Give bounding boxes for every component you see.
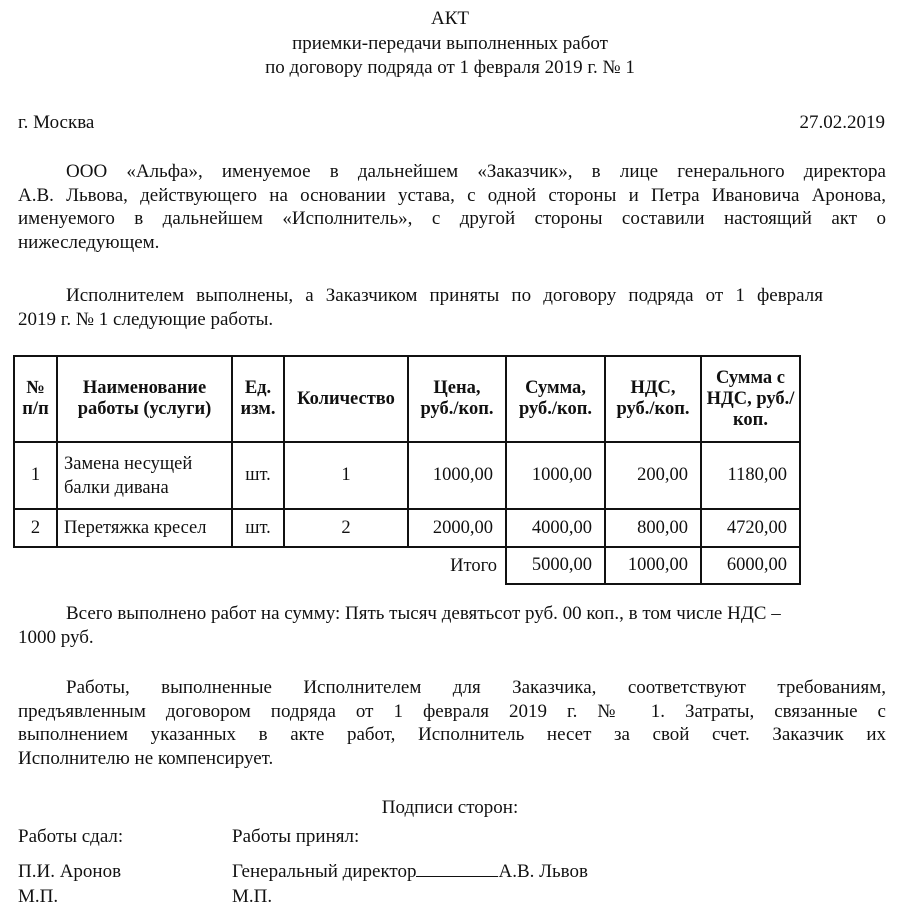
cell-total: 4720,00 (701, 509, 800, 547)
conditions-line: Работы, выполненные Исполнителем для Заказчика, соответствуют требованиям, (66, 677, 886, 698)
works-line: Исполнителем выполнены, а Заказчиком приняты по договору подряда от 1 февраля (66, 285, 823, 306)
header-unit: Ед. изм. (232, 356, 284, 442)
signatures-title: Подписи сторон: (381, 797, 519, 818)
intro-line: именуемого в дальнейшем «Исполнитель», с другой стороны составили настоящий акт о (18, 208, 886, 229)
cell-unit: шт. (232, 442, 284, 509)
cell-vat: 800,00 (605, 509, 701, 547)
cell-qty: 1 (284, 442, 408, 509)
cell-qty: 2 (284, 509, 408, 547)
signature-line (416, 862, 498, 877)
cell-vat: 200,00 (605, 442, 701, 509)
cell-sum: 1000,00 (506, 442, 605, 509)
cell-unit: шт. (232, 509, 284, 547)
intro-line: нижеследующем. (18, 231, 160, 253)
document-title: АКТ (431, 8, 469, 29)
header-sum: Сумма, руб./коп. (506, 356, 605, 442)
summary-line: Всего выполнено работ на сумму: Пять тысяч девятьсот руб. 00 коп., в том числе НДС – (66, 603, 781, 624)
works-line: 2019 г. № 1 следующие работы. (18, 308, 274, 330)
accepted-label: Работы принял: (232, 826, 360, 847)
header-num: № п/п (14, 356, 57, 442)
customer-seal: М.П. (232, 886, 273, 907)
contractor-name: П.И. Аронов (18, 861, 122, 882)
cell-price: 2000,00 (408, 509, 506, 547)
contractor-seal: М.П. (18, 886, 59, 907)
customer-name: А.В. Львов (498, 861, 588, 882)
handed-label: Работы сдал: (18, 826, 124, 847)
document-date: 27.02.2019 (799, 112, 885, 133)
header-total: Сумма с НДС, руб./коп. (701, 356, 800, 442)
intro-paragraph (18, 160, 886, 254)
table-row (14, 509, 800, 547)
document-subtitle: приемки-передачи выполненных работ (292, 33, 608, 54)
totals-total: 6000,00 (701, 547, 800, 584)
summary-line: 1000 руб. (18, 626, 94, 648)
totals-row (14, 547, 800, 584)
header-price: Цена, руб./коп. (408, 356, 506, 442)
conditions-line: предъявленным договором подряда от 1 февраля 2019 г. № 1. Затраты, связанные с (18, 700, 886, 722)
works-table (13, 355, 801, 585)
header-qty: Количество (284, 356, 408, 442)
intro-line: А.В. Львова, действующего на основании устава, с одной стороны и Петра Ивановича Аронова, (18, 184, 886, 206)
cell-num: 1 (14, 442, 57, 509)
cell-name: Перетяжка кресел (57, 509, 232, 547)
conditions-line: Исполнителю не компенсирует. (18, 747, 274, 769)
totals-label: Итого (408, 547, 506, 584)
contract-reference: по договору подряда от 1 февраля 2019 г. № 1 (265, 57, 635, 78)
cell-price: 1000,00 (408, 442, 506, 509)
customer-signature-block (232, 861, 588, 883)
works-paragraph (18, 284, 823, 331)
table-header-row (14, 356, 800, 442)
totals-vat: 1000,00 (605, 547, 701, 584)
table-row (14, 442, 800, 509)
cell-sum: 4000,00 (506, 509, 605, 547)
place: г. Москва (18, 112, 95, 133)
cell-name: Замена несущей балки дивана (57, 442, 232, 509)
header-vat: НДС, руб./коп. (605, 356, 701, 442)
conditions-line: выполнением указанных в акте работ, Исполнитель несет за свой счет. Заказчик их (18, 724, 886, 745)
cell-num: 2 (14, 509, 57, 547)
totals-sum: 5000,00 (506, 547, 605, 584)
intro-line: ООО «Альфа», именуемое в дальнейшем «Заказчик», в лице генерального директора (66, 161, 886, 182)
conditions-paragraph (18, 676, 886, 770)
header-name: Наименование работы (услуги) (57, 356, 232, 442)
customer-position: Генеральный директор (232, 861, 417, 882)
cell-total: 1180,00 (701, 442, 800, 509)
summary-paragraph (18, 602, 886, 649)
